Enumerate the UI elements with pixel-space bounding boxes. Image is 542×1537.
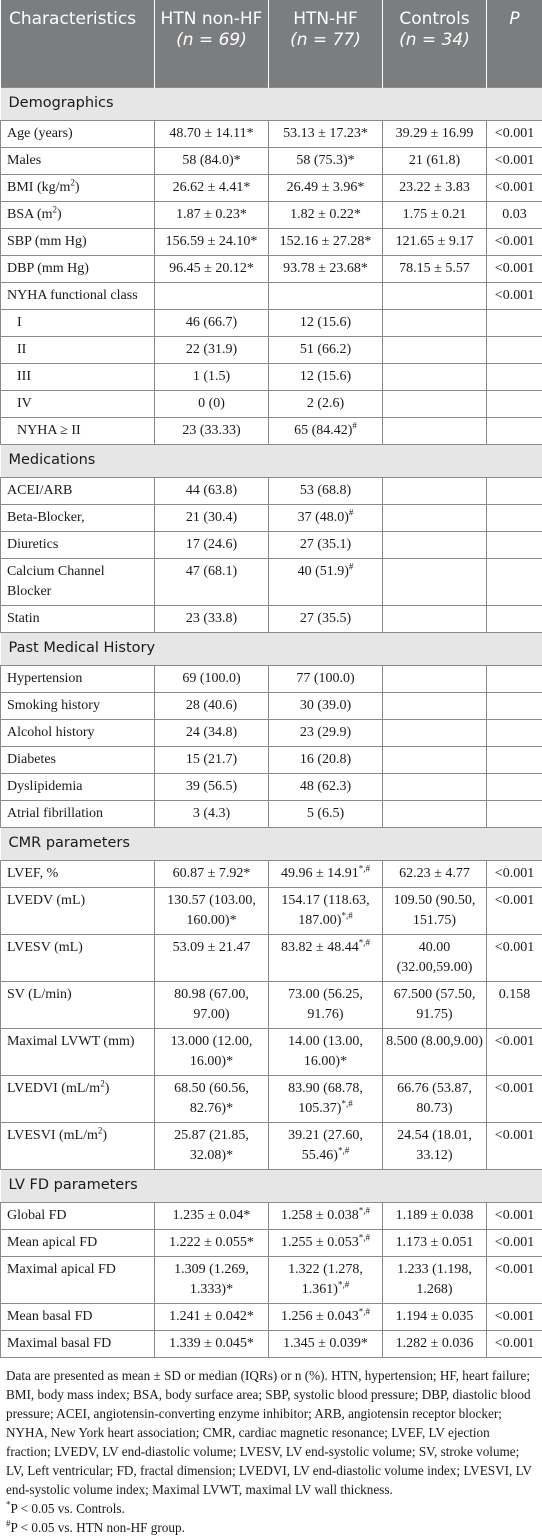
header-p (487, 0, 542, 87)
table-row (1, 1229, 542, 1256)
cell-htn-hf (269, 417, 383, 444)
header-controls (383, 0, 487, 87)
cell-controls: 8.500 (8.00,9.00) (383, 1028, 487, 1075)
cell-controls (383, 692, 487, 719)
header-htn-non-hf-n: (n = 69) (176, 30, 247, 50)
table-row (1, 1256, 542, 1303)
cell-controls: 1.173 ± 0.051 (383, 1229, 487, 1256)
table-row (1, 228, 542, 255)
cell-controls: 1.282 ± 0.036 (383, 1330, 487, 1357)
table-row (1, 981, 542, 1028)
cell-controls: 78.15 ± 5.57 (383, 255, 487, 282)
table-row (1, 282, 542, 309)
cell-htn-non-hf: 130.57 (103.00, 160.00)* (155, 887, 269, 934)
cell-htn-hf: 30 (39.0) (269, 692, 383, 719)
cell-p (487, 477, 542, 504)
cell-htn-hf (269, 887, 383, 934)
superscript: *,# (359, 1306, 370, 1316)
cell-controls (383, 504, 487, 531)
footnote-hash-text: P < 0.05 vs. HTN non-HF group. (11, 1520, 185, 1535)
cell-htn-non-hf: 68.50 (60.56, 82.76)* (155, 1075, 269, 1122)
cell-htn-non-hf: 48.70 ± 14.11* (155, 120, 269, 147)
cell-htn-non-hf: 21 (30.4) (155, 504, 269, 531)
cell-p: 0.03 (487, 201, 542, 228)
cell-value: 83.90 (68.78, 105.37) (288, 1081, 363, 1116)
header-p-label: P (509, 9, 519, 29)
cell-p (487, 504, 542, 531)
cell-controls: 62.23 ± 4.77 (383, 860, 487, 887)
table-row (1, 363, 542, 390)
row-label: Alcohol history (1, 719, 155, 746)
table-row (1, 255, 542, 282)
table-row (1, 1122, 542, 1169)
row-label: Diuretics (1, 531, 155, 558)
cell-p: <0.001 (487, 147, 542, 174)
table-row (1, 800, 542, 827)
cell-htn-non-hf: 46 (66.7) (155, 309, 269, 336)
row-label: SBP (mm Hg) (1, 228, 155, 255)
cell-p: <0.001 (487, 228, 542, 255)
cell-htn-hf: 1.345 ± 0.039* (269, 1330, 383, 1357)
footnote-hash-symbol: # (6, 1518, 11, 1528)
cell-htn-non-hf: 26.62 ± 4.41* (155, 174, 269, 201)
cell-htn-hf (269, 1202, 383, 1229)
section-demographics: Demographics (1, 87, 542, 120)
cell-controls (383, 363, 487, 390)
header-htn-non-hf-label: HTN non-HF (161, 9, 263, 29)
superscript: 2 (53, 204, 58, 214)
cell-controls: 1.233 (1.198, 1.268) (383, 1256, 487, 1303)
cell-htn-non-hf: 25.87 (21.85, 32.08)* (155, 1122, 269, 1169)
superscript: *,# (341, 1098, 352, 1108)
cell-htn-hf (269, 282, 383, 309)
row-label-text: LVEDVI (mL/m (7, 1081, 100, 1096)
cell-htn-non-hf: 22 (31.9) (155, 336, 269, 363)
cell-htn-non-hf: 23 (33.8) (155, 605, 269, 632)
cell-htn-hf: 73.00 (56.25, 91.76) (269, 981, 383, 1028)
row-label: Maximal LVWT (mm) (1, 1028, 155, 1075)
cell-htn-non-hf: 96.45 ± 20.12* (155, 255, 269, 282)
cell-value: 1.255 ± 0.053 (281, 1235, 359, 1250)
cell-p (487, 800, 542, 827)
table-row (1, 120, 542, 147)
header-htn-non-hf (155, 0, 269, 87)
cell-htn-non-hf: 3 (4.3) (155, 800, 269, 827)
footnote-abbreviations: Data are presented as mean ± SD or median (IQRs) or n (%). HTN, hypertension; HF, heart failure; BMI, body mass index; BSA, body surface area; SBP, systolic blood pressure; DBP, diastolic blood pressure; ACEI, angiotensin-converting enzyme inhibitor; ARB, angiotensin receptor blocker; NYHA, New York heart association; CMR, cardiac magnetic resonance; LVEF, LV ejection fraction; LVEDV, LV end-diastolic volume; LVESV, LV end-systolic volume; SV, stroke volume; LV, Left ventricular; FD, fractal dimension; LVEDVI, LV end-diastolic volume index; LVESVI, LV end-systolic volume index; Maximal LVWT, maximal LV wall thickness. (6, 1366, 536, 1499)
footnote-star-symbol: * (6, 1499, 11, 1509)
section-cmr-parameters: CMR parameters (1, 827, 542, 860)
cell-controls: 39.29 ± 16.99 (383, 120, 487, 147)
row-label: Dyslipidemia (1, 773, 155, 800)
cell-htn-non-hf: 1.235 ± 0.04* (155, 1202, 269, 1229)
cell-value: 65 (84.42) (294, 423, 352, 438)
row-label: I (1, 309, 155, 336)
table-footnote (0, 1358, 542, 1537)
cell-p: <0.001 (487, 860, 542, 887)
table-row (1, 719, 542, 746)
row-label-text: LVESVI (mL/m (7, 1128, 98, 1143)
cell-htn-non-hf: 1.309 (1.269, 1.333)* (155, 1256, 269, 1303)
cell-controls (383, 746, 487, 773)
cell-htn-hf: 26.49 ± 3.96* (269, 174, 383, 201)
row-label: DBP (mm Hg) (1, 255, 155, 282)
row-label-text: BSA (m (7, 207, 53, 222)
cell-controls (383, 477, 487, 504)
cell-p: 0.158 (487, 981, 542, 1028)
cell-htn-hf: 93.78 ± 23.68* (269, 255, 383, 282)
row-label: IV (1, 390, 155, 417)
cell-htn-non-hf: 1 (1.5) (155, 363, 269, 390)
row-label: Diabetes (1, 746, 155, 773)
cell-controls: 24.54 (18.01, 33.12) (383, 1122, 487, 1169)
cell-controls (383, 309, 487, 336)
cell-htn-non-hf: 39 (56.5) (155, 773, 269, 800)
cell-controls (383, 336, 487, 363)
table-row (1, 860, 542, 887)
row-label: Maximal apical FD (1, 1256, 155, 1303)
cell-htn-hf: 12 (15.6) (269, 309, 383, 336)
cell-p: <0.001 (487, 1303, 542, 1330)
cell-htn-non-hf: 28 (40.6) (155, 692, 269, 719)
superscript: *,# (338, 1145, 349, 1155)
cell-p: <0.001 (487, 282, 542, 309)
cell-htn-non-hf (155, 282, 269, 309)
section-medications: Medications (1, 444, 542, 477)
cell-htn-hf: 2 (2.6) (269, 390, 383, 417)
cell-controls: 1.194 ± 0.035 (383, 1303, 487, 1330)
cell-value: 1.258 ± 0.038 (281, 1208, 359, 1223)
table-row (1, 504, 542, 531)
cell-value: 40 (51.9) (298, 564, 349, 579)
cell-controls: 1.189 ± 0.038 (383, 1202, 487, 1229)
table-row (1, 692, 542, 719)
cell-p: <0.001 (487, 1256, 542, 1303)
row-label: SV (L/min) (1, 981, 155, 1028)
table-row (1, 934, 542, 981)
cell-p: <0.001 (487, 934, 542, 981)
row-label: Atrial fibrillation (1, 800, 155, 827)
row-label: Mean apical FD (1, 1229, 155, 1256)
row-label: LVEF, % (1, 860, 155, 887)
superscript: *,# (359, 937, 370, 947)
table-row (1, 477, 542, 504)
cell-htn-hf (269, 1075, 383, 1122)
superscript: # (349, 561, 354, 571)
cell-p: <0.001 (487, 1122, 542, 1169)
row-label (1, 1075, 155, 1122)
row-label (1, 201, 155, 228)
row-label-text: BMI (kg/m (7, 180, 70, 195)
cell-controls: 67.500 (57.50, 91.75) (383, 981, 487, 1028)
cell-controls: 121.65 ± 9.17 (383, 228, 487, 255)
table-row (1, 773, 542, 800)
superscript: 2 (100, 1078, 105, 1088)
cell-htn-non-hf: 17 (24.6) (155, 531, 269, 558)
table-row (1, 1202, 542, 1229)
cell-value: 83.82 ± 48.44 (281, 940, 359, 955)
cell-value: 1.322 (1.278, 1.361) (288, 1262, 363, 1297)
superscript: 2 (70, 177, 75, 187)
table-row (1, 887, 542, 934)
section-row (1, 87, 542, 120)
cell-controls (383, 558, 487, 605)
cell-value: 1.256 ± 0.043 (281, 1309, 359, 1324)
paren: ) (105, 1081, 110, 1096)
row-label: II (1, 336, 155, 363)
cell-p: <0.001 (487, 1028, 542, 1075)
superscript: *,# (359, 1232, 370, 1242)
cell-htn-non-hf: 60.87 ± 7.92* (155, 860, 269, 887)
paren: ) (75, 180, 80, 195)
cell-htn-hf (269, 860, 383, 887)
cell-htn-hf: 23 (29.9) (269, 719, 383, 746)
section-past-medical-history: Past Medical History (1, 632, 542, 665)
cell-controls: 23.22 ± 3.83 (383, 174, 487, 201)
cell-p (487, 363, 542, 390)
cell-htn-hf (269, 1303, 383, 1330)
table-row (1, 417, 542, 444)
cell-htn-hf: 51 (66.2) (269, 336, 383, 363)
cell-controls (383, 800, 487, 827)
row-label: Statin (1, 605, 155, 632)
row-label: NYHA functional class (1, 282, 155, 309)
cell-htn-hf: 152.16 ± 27.28* (269, 228, 383, 255)
row-label: III (1, 363, 155, 390)
cell-controls (383, 773, 487, 800)
cell-htn-hf: 53 (68.8) (269, 477, 383, 504)
cell-htn-non-hf: 15 (21.7) (155, 746, 269, 773)
cell-htn-non-hf: 69 (100.0) (155, 665, 269, 692)
cell-htn-non-hf: 44 (63.8) (155, 477, 269, 504)
cell-controls (383, 417, 487, 444)
cell-htn-hf: 48 (62.3) (269, 773, 383, 800)
table-row (1, 201, 542, 228)
cell-p: <0.001 (487, 120, 542, 147)
table-row (1, 605, 542, 632)
table-row (1, 390, 542, 417)
table-row (1, 746, 542, 773)
section-row (1, 444, 542, 477)
header-controls-label: Controls (399, 9, 469, 29)
superscript: *,# (338, 1279, 349, 1289)
row-label: Beta-Blocker, (1, 504, 155, 531)
table-row (1, 1028, 542, 1075)
superscript: *,# (359, 863, 370, 873)
cell-p (487, 558, 542, 605)
cell-htn-hf (269, 1229, 383, 1256)
cell-controls: 109.50 (90.50, 151.75) (383, 887, 487, 934)
cell-htn-hf: 12 (15.6) (269, 363, 383, 390)
cell-htn-non-hf: 23 (33.33) (155, 417, 269, 444)
cell-controls (383, 665, 487, 692)
cell-htn-non-hf: 156.59 ± 24.10* (155, 228, 269, 255)
header-row (1, 0, 542, 87)
cell-p (487, 417, 542, 444)
superscript: # (349, 507, 354, 517)
table-row (1, 558, 542, 605)
row-label: Age (years) (1, 120, 155, 147)
cell-htn-non-hf: 1.222 ± 0.055* (155, 1229, 269, 1256)
cell-p (487, 719, 542, 746)
section-row (1, 632, 542, 665)
superscript: *,# (341, 910, 352, 920)
cell-controls (383, 282, 487, 309)
cell-htn-non-hf: 53.09 ± 21.47 (155, 934, 269, 981)
row-label: NYHA ≥ II (1, 417, 155, 444)
cell-htn-hf: 27 (35.1) (269, 531, 383, 558)
table-row (1, 309, 542, 336)
section-row (1, 827, 542, 860)
row-label: LVESV (mL) (1, 934, 155, 981)
cell-p (487, 336, 542, 363)
cell-p: <0.001 (487, 1330, 542, 1357)
row-label (1, 1122, 155, 1169)
header-htn-hf-n: (n = 77) (290, 30, 361, 50)
row-label: Hypertension (1, 665, 155, 692)
row-label: LVEDV (mL) (1, 887, 155, 934)
row-label: Smoking history (1, 692, 155, 719)
table-row (1, 147, 542, 174)
cell-htn-hf: 77 (100.0) (269, 665, 383, 692)
cell-controls (383, 719, 487, 746)
cell-htn-hf: 53.13 ± 17.23* (269, 120, 383, 147)
cell-controls (383, 605, 487, 632)
cell-htn-hf: 14.00 (13.00, 16.00)* (269, 1028, 383, 1075)
table-row (1, 1330, 542, 1357)
cell-htn-non-hf: 1.339 ± 0.045* (155, 1330, 269, 1357)
footnote-hash (6, 1518, 536, 1537)
cell-p (487, 692, 542, 719)
table-row (1, 531, 542, 558)
header-characteristics: Characteristics (1, 0, 155, 87)
cell-controls: 1.75 ± 0.21 (383, 201, 487, 228)
cell-p: <0.001 (487, 1202, 542, 1229)
cell-value: 154.17 (118.63, 187.00) (281, 893, 369, 928)
cell-htn-non-hf: 0 (0) (155, 390, 269, 417)
paren: ) (102, 1128, 107, 1143)
cell-controls (383, 390, 487, 417)
cell-htn-hf: 16 (20.8) (269, 746, 383, 773)
cell-controls: 40.00 (32.00,59.00) (383, 934, 487, 981)
header-htn-hf (269, 0, 383, 87)
cell-htn-hf (269, 1256, 383, 1303)
cell-controls: 21 (61.8) (383, 147, 487, 174)
cell-htn-non-hf: 58 (84.0)* (155, 147, 269, 174)
cell-value: 49.96 ± 14.91 (281, 866, 359, 881)
section-row (1, 1169, 542, 1202)
row-label: ACEI/ARB (1, 477, 155, 504)
cell-p (487, 746, 542, 773)
table-row (1, 1075, 542, 1122)
cell-htn-hf: 27 (35.5) (269, 605, 383, 632)
cell-htn-hf (269, 1122, 383, 1169)
header-htn-hf-label: HTN-HF (293, 9, 358, 29)
cell-value: 37 (48.0) (298, 510, 349, 525)
superscript: *,# (359, 1205, 370, 1215)
cell-p: <0.001 (487, 255, 542, 282)
cell-p: <0.001 (487, 1229, 542, 1256)
cell-htn-non-hf: 1.87 ± 0.23* (155, 201, 269, 228)
table-row (1, 1303, 542, 1330)
cell-controls: 66.76 (53.87, 80.73) (383, 1075, 487, 1122)
header-controls-n: (n = 34) (399, 30, 470, 50)
cell-htn-non-hf: 13.000 (12.00, 16.00)* (155, 1028, 269, 1075)
cell-p: <0.001 (487, 887, 542, 934)
row-label: Males (1, 147, 155, 174)
row-label (1, 174, 155, 201)
superscript: 2 (98, 1125, 103, 1135)
cell-htn-hf (269, 934, 383, 981)
cell-htn-hf (269, 504, 383, 531)
superscript: # (352, 420, 357, 430)
cell-htn-non-hf: 24 (34.8) (155, 719, 269, 746)
cell-htn-non-hf: 47 (68.1) (155, 558, 269, 605)
cell-value: 39.21 (27.60, 55.46) (288, 1128, 363, 1163)
cell-p (487, 309, 542, 336)
row-label: Maximal basal FD (1, 1330, 155, 1357)
cell-p: <0.001 (487, 174, 542, 201)
cell-htn-hf: 1.82 ± 0.22* (269, 201, 383, 228)
cell-p (487, 605, 542, 632)
cell-p (487, 390, 542, 417)
cell-htn-non-hf: 1.241 ± 0.042* (155, 1303, 269, 1330)
row-label: Mean basal FD (1, 1303, 155, 1330)
cell-p (487, 665, 542, 692)
row-label: Calcium Channel Blocker (1, 558, 155, 605)
cell-htn-hf: 58 (75.3)* (269, 147, 383, 174)
table-row (1, 665, 542, 692)
table-row (1, 174, 542, 201)
paren: ) (57, 207, 62, 222)
row-label: Global FD (1, 1202, 155, 1229)
footnote-star-text: P < 0.05 vs. Controls. (11, 1501, 125, 1516)
table-row (1, 336, 542, 363)
cell-p (487, 773, 542, 800)
cell-p: <0.001 (487, 1075, 542, 1122)
cell-htn-hf: 5 (6.5) (269, 800, 383, 827)
cell-p (487, 531, 542, 558)
section-lv-fd-parameters: LV FD parameters (1, 1169, 542, 1202)
cell-htn-hf (269, 558, 383, 605)
cell-htn-non-hf: 80.98 (67.00, 97.00) (155, 981, 269, 1028)
cell-controls (383, 531, 487, 558)
